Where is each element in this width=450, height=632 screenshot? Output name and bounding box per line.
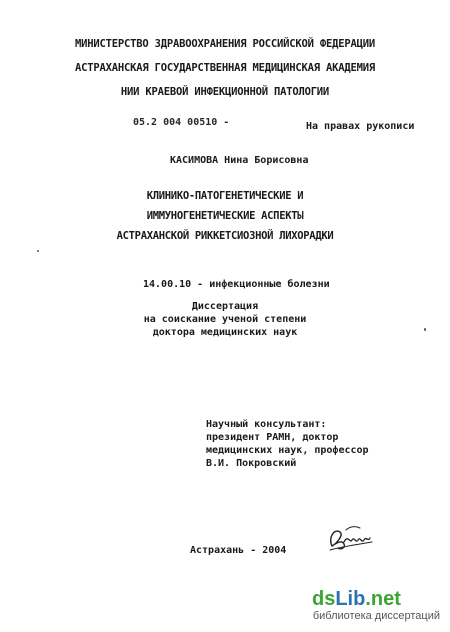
ministry-heading: МИНИСТЕРСТВО ЗДРАВООХРАНЕНИЯ РОССИЙСКОЙ ФЕДЕРАЦИИ — [75, 38, 375, 50]
academy-heading: АСТРАХАНСКАЯ ГОСУДАРСТВЕННАЯ МЕДИЦИНСКАЯ АКАДЕМИЯ — [75, 62, 375, 74]
degree-line-3: доктора медицинских наук — [152, 327, 298, 338]
accession-stamp: 05.2 004 00510 - — [133, 117, 230, 128]
consultant-name: В.И. Покровский — [206, 458, 297, 469]
specialty-code: 14.00.10 - инфекционные болезни — [143, 279, 330, 290]
scan-speck — [424, 328, 426, 331]
dissertation-title-line-2: ИММУНОГЕНЕТИЧЕСКИЕ АСПЕКТЫ — [146, 210, 304, 222]
manuscript-rights-note: На правах рукописи — [306, 121, 415, 132]
svg-text:dsLib.net: dsLib.net — [312, 588, 401, 610]
dslib-caption: библиотека диссертаций — [312, 610, 440, 622]
place-and-year: Астрахань - 2004 — [190, 545, 287, 556]
dissertation-title-line-3: АСТРАХАНСКОЙ РИККЕТСИОЗНОЙ ЛИХОРАДКИ — [116, 230, 334, 242]
dslib-logo — [310, 586, 440, 610]
consultant-label: Научный консультант: — [206, 419, 327, 430]
consultant-degree: медицинских наук, профессор — [206, 445, 369, 456]
handwritten-signature — [326, 520, 376, 556]
degree-line-2: на соискание ученой степени — [143, 314, 307, 325]
dslib-watermark — [310, 586, 440, 626]
scan-speck — [37, 250, 39, 252]
institute-heading: НИИ КРАЕВОЙ ИНФЕКЦИОННОЙ ПАТОЛОГИИ — [120, 86, 330, 98]
author-name: КАСИМОВА Нина Борисовна — [170, 155, 309, 166]
consultant-position: президент РАМН, доктор — [206, 432, 339, 443]
degree-line-1: Диссертация — [191, 301, 259, 312]
dissertation-title-line-1: КЛИНИКО-ПАТОГЕНЕТИЧЕСКИЕ И — [146, 190, 304, 202]
